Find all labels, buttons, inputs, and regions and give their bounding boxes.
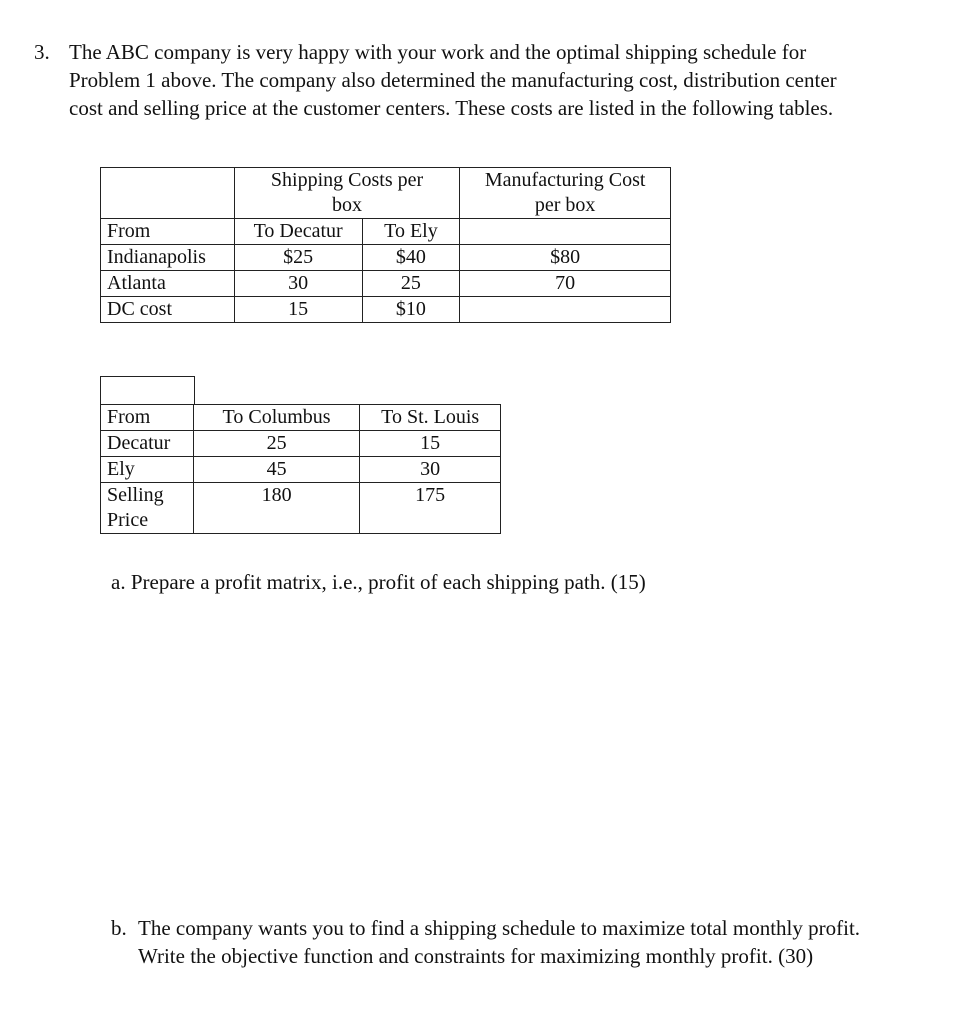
header-line: per box — [534, 194, 596, 216]
cell-columbus: 25 — [193, 431, 360, 457]
cell-decatur: 15 — [234, 297, 362, 323]
table-row — [101, 168, 671, 219]
cell-columbus: 180 — [193, 483, 360, 534]
cell-ely: 25 — [362, 271, 460, 297]
problem-number: 3. — [34, 40, 50, 64]
col-from-header: From — [101, 405, 194, 431]
table-row — [101, 245, 671, 271]
col-columbus-header: To Columbus — [193, 405, 360, 431]
problem-line: The ABC company is very happy with your work and the optimal shipping schedule for — [69, 40, 807, 64]
part-b-line: The company wants you to find a shipping schedule to maximize total monthly profit. — [138, 916, 861, 940]
cell-ely: $10 — [362, 297, 460, 323]
table-row — [101, 405, 501, 431]
col-stlouis-header: To St. Louis — [360, 405, 501, 431]
col-decatur-header: To Decatur — [234, 219, 362, 245]
problem-line: Problem 1 above. The company also determined the manufacturing cost, distribution center — [69, 68, 837, 92]
header-line: Manufacturing Cost — [484, 169, 646, 191]
cell-mfg: 70 — [460, 271, 671, 297]
manufacturing-cost-header — [460, 168, 671, 219]
part-b-label: b. — [111, 916, 127, 940]
row-label-selling-price — [101, 483, 194, 534]
cell-ely: $40 — [362, 245, 460, 271]
label-line: Price — [107, 509, 149, 531]
cell-decatur: $25 — [234, 245, 362, 271]
selling-price-table — [100, 404, 501, 534]
part-b-question — [111, 914, 951, 970]
shipping-costs-header — [234, 168, 459, 219]
cell-decatur: 30 — [234, 271, 362, 297]
table-row — [101, 483, 501, 534]
cell-columbus: 45 — [193, 457, 360, 483]
row-label: Decatur — [101, 431, 194, 457]
table-row — [101, 297, 671, 323]
label-line: Selling — [107, 484, 164, 506]
cell-mfg — [460, 297, 671, 323]
header-line: Shipping Costs per — [270, 169, 424, 191]
problem-line: cost and selling price at the customer centers. These costs are listed in the following tables. — [69, 96, 834, 120]
row-label: Indianapolis — [101, 245, 235, 271]
table-corner-cell — [100, 376, 195, 405]
row-label: DC cost — [101, 297, 235, 323]
part-b-text — [138, 914, 951, 970]
col-ely-header: To Ely — [362, 219, 460, 245]
part-b-line: Write the objective function and constraints for maximizing monthly profit. (30) — [138, 944, 814, 968]
table-row — [101, 457, 501, 483]
row-label: Atlanta — [101, 271, 235, 297]
problem-text — [69, 38, 934, 122]
cell-stlouis: 30 — [360, 457, 501, 483]
cell-mfg: $80 — [460, 245, 671, 271]
cell-stlouis: 175 — [360, 483, 501, 534]
table-row — [101, 219, 671, 245]
cell-stlouis: 15 — [360, 431, 501, 457]
shipping-cost-table — [100, 167, 671, 323]
table-row — [101, 271, 671, 297]
table-row — [101, 431, 501, 457]
row-label: Ely — [101, 457, 194, 483]
part-a-question: a. Prepare a profit matrix, i.e., profit of each shipping path. (15) — [111, 570, 646, 594]
header-line: box — [332, 194, 363, 216]
table-cell-empty — [101, 168, 235, 219]
col-from-header: From — [101, 219, 235, 245]
table-cell-empty — [460, 219, 671, 245]
problem-statement — [34, 38, 934, 122]
